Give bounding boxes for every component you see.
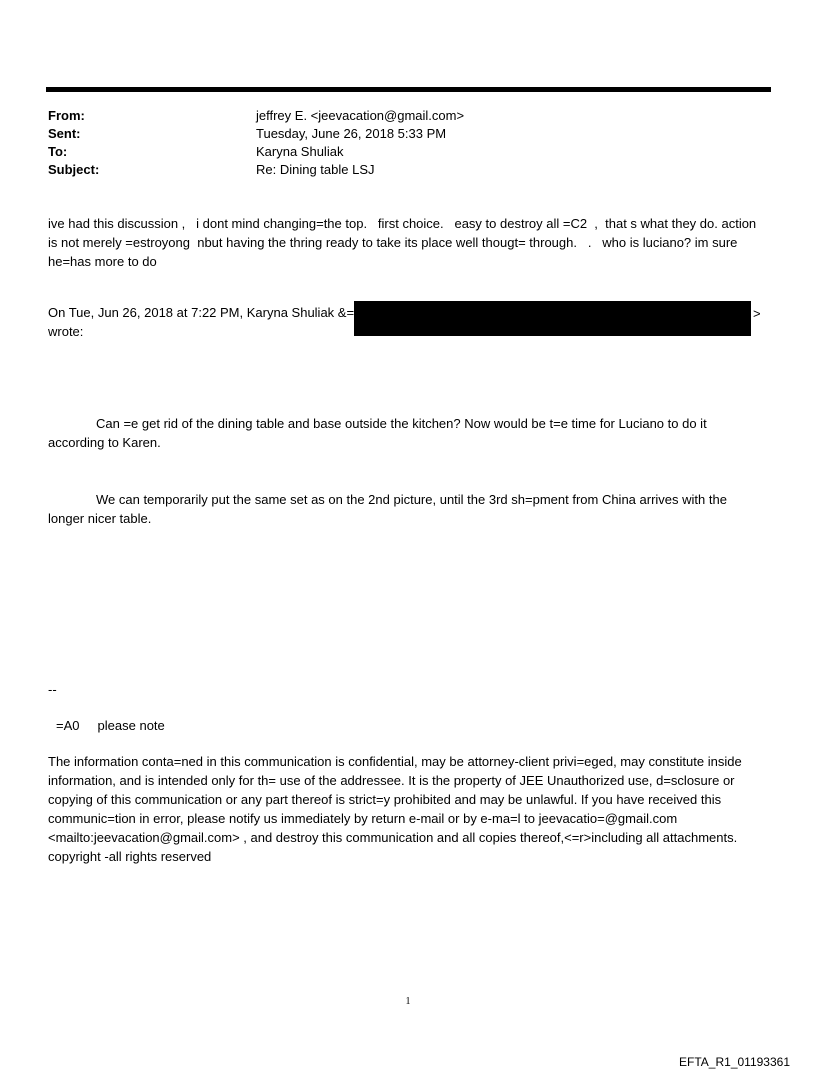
to-label: To: bbox=[48, 144, 68, 159]
quoted-paragraph-2: We can temporarily put the same set as on the 2nd picture, until the 3rd sh=pment from China arrives with the longer nicer table. bbox=[48, 492, 731, 526]
quote-intro: On Tue, Jun 26, 2018 at 7:22 PM, Karyna Shuliak &= bbox=[48, 305, 355, 320]
subject-label: Subject: bbox=[48, 162, 100, 177]
header-subject-row bbox=[48, 161, 748, 179]
header-from-row bbox=[48, 107, 748, 125]
subject-value: Re: Dining table LSJ bbox=[256, 162, 375, 177]
top-rule bbox=[46, 87, 771, 92]
reply-body: ive had this discussion , i dont mind changing=the top. first choice. easy to destroy all =C2 , that s what they do. action is not merely =estroyong nbut having the thring ready to take its place well thougt= through. . who is luciano? im sure he=has more to do bbox=[48, 216, 760, 269]
from-value: jeffrey E. <jeevacation@gmail.com> bbox=[256, 108, 465, 123]
to-value: Karyna Shuliak bbox=[256, 144, 344, 159]
quoted-message bbox=[48, 376, 766, 547]
signature-separator: -- bbox=[48, 682, 57, 697]
from-label: From: bbox=[48, 108, 85, 123]
redaction-box bbox=[354, 301, 751, 336]
signature-note: =A0 please note bbox=[56, 718, 165, 733]
disclaimer: The information conta=ned in this communication is confidential, may be attorney-client privi=eged, may constitute inside information, and is intended only for th= use of the addressee. It is the property of JEE Unauthorized use, d=sclosure or copying of this communication or any part thereof is strict=y prohibited and may be unlawful. If you have received this communic=tion in error, please notify us immediately by return e-mail or by e-ma=l to jeevacatio=@gmail.com <mailto:jeevacation@gmail.com> , and destroy this communication and all copies thereof,<=r>including all attachments. copyright -all rights reserved bbox=[48, 754, 746, 864]
quote-wrote: wrote: bbox=[48, 324, 84, 339]
bates-number: EFTA_R1_01193361 bbox=[679, 1055, 790, 1069]
sent-label: Sent: bbox=[48, 126, 81, 141]
header-sent-row bbox=[48, 125, 748, 143]
header-to-row bbox=[48, 143, 748, 161]
page-number: 1 bbox=[405, 996, 411, 1007]
quote-gt: > bbox=[753, 306, 761, 321]
email-header bbox=[48, 107, 748, 179]
quoted-paragraph-1: Can =e get rid of the dining table and base outside the kitchen? Now would be t=e time for Luciano to do it according to Karen. bbox=[48, 416, 711, 450]
sent-value: Tuesday, June 26, 2018 5:33 PM bbox=[256, 126, 447, 141]
